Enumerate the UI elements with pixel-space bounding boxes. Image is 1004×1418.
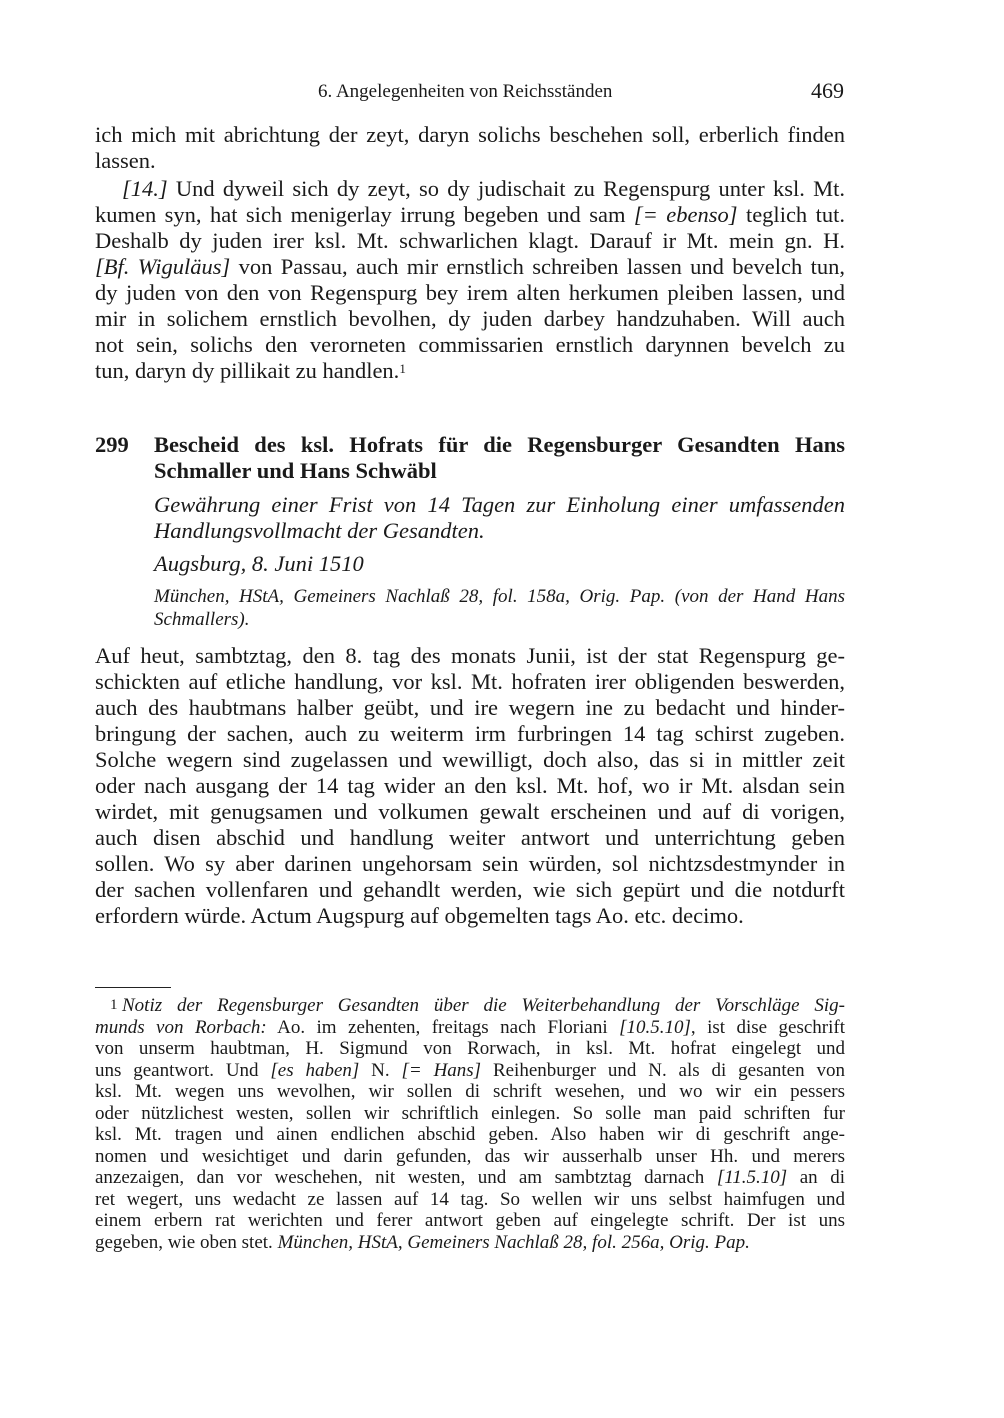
document-title — [154, 432, 845, 484]
text-span: anzezaigen, dan vor weschehen, nit westen, und am sambtztag darnach — [95, 1167, 717, 1188]
text-line — [95, 995, 845, 1017]
text-line: ksl. Mt. wegen uns wevolhen, wir sollen di schrift wesehen, und wo wir ein pessers — [95, 1081, 845, 1102]
text-line — [95, 1017, 845, 1039]
paragraph-marker: [14.] — [122, 176, 168, 201]
continuation-paragraph — [95, 122, 845, 176]
place-date: Augsburg, 8. Juni 1510 — [154, 551, 364, 576]
text-line: lassen. — [95, 148, 156, 173]
text-span: an di — [787, 1167, 845, 1188]
editorial-note: [Bf. Wiguläus] — [95, 254, 231, 279]
text-line: not sein, solichs den verorneten commissarien ernstlich darynnen bevelch zu — [95, 332, 845, 357]
running-header: 6. Angelegenheiten von Reichsständen — [318, 81, 613, 102]
source-line: München, HStA, Gemeiners Nachlaß 28, fol. 158a, Orig. Pap. (von der Hand Hans — [154, 586, 845, 607]
text-span: munds von Rorbach: — [95, 1016, 267, 1038]
summary-line: Handlungsvollmacht der Gesandten. — [154, 518, 485, 543]
footnote-separator — [95, 987, 171, 988]
text-span: Reihenburger und N. als di gesanten von — [481, 1059, 845, 1081]
text-line: der sachen vollenfaren und gehandlt werden, wie sich gepürt und die notdurft — [95, 877, 845, 902]
text-line: Solche wegern sind zugelassen und wewilligt, doch also, das si in mittler zeit — [95, 747, 845, 772]
editorial-note: [es haben] — [270, 1059, 360, 1081]
text-span: gegeben, wie oben stet. — [95, 1231, 278, 1253]
text-span: von Passau, auch mir ernstlich schreiben lassen und bevelch tun, — [230, 254, 845, 279]
source-citation — [154, 585, 845, 631]
text-line: oder nützlichest westen, sollen wir schriftlich einlegen. So solle man paid schriften fur — [95, 1102, 845, 1124]
document-body — [95, 643, 845, 933]
text-span: N. — [359, 1059, 402, 1081]
text-line: Deshalb dy juden irer ksl. Mt. schwarlichen klagt. Darauf ir Mt. mein gn. H. — [95, 228, 845, 253]
footnote-number: 1 — [110, 997, 118, 1013]
text-line — [95, 202, 845, 228]
text-line — [95, 1232, 845, 1254]
text-span: kumen syn, hat sich menigerlay irrung begeben und sam — [95, 202, 634, 227]
title-line: Bescheid des ksl. Hofrats für die Regensburger Gesandten Hans — [154, 432, 845, 457]
footnote — [95, 995, 845, 1260]
text-line: einem erbern rat werichten und ferer antwort geben auf eingelegte schrift. Der ist uns — [95, 1210, 845, 1231]
editorial-note: [= Hans] — [401, 1059, 482, 1081]
text-line: nomen und wesichtiget und darin gefunden, das wir ausserhalb unser Hh. und merers — [95, 1145, 845, 1167]
editorial-note: [10.5.10] — [619, 1016, 691, 1038]
text-line: Auf heut, sambtztag, den 8. tag des monats Junii, ist der stat Regenspurg ge- — [95, 643, 845, 668]
paragraph-14 — [95, 176, 845, 386]
title-line: Schmaller und Hans Schwäbl — [154, 458, 437, 483]
text-span: Und dyweil sich dy zeyt, so dy judischait zu Regenspurg unter ksl. Mt. — [167, 176, 845, 201]
text-line: ret wegert, uns wedacht ze lassen auf 14 tag. So wellen wir uns selbst haimfugen und — [95, 1188, 845, 1210]
source-citation: München, HStA, Gemeiners Nachlaß 28, fol. 256a, Orig. Pap. — [277, 1231, 750, 1253]
text-line — [95, 1167, 845, 1189]
text-span: teglich tut. — [737, 202, 845, 227]
text-span: Notiz der Regensburger Gesandten über die Weiterbehandlung der Vorschläge Sig- — [122, 995, 845, 1016]
text-line: auch des haubtmans halber geübt, und ire wegern ine zu bedacht und hinder- — [95, 695, 845, 720]
page-number: 469 — [811, 78, 844, 103]
text-line: oder nach ausgang der 14 tag wider an den ksl. Mt. hof, wo ir Mt. alsdan sein — [95, 773, 845, 798]
footnote-reference[interactable]: 1 — [399, 361, 406, 376]
editorial-note: [= ebenso] — [633, 202, 738, 227]
text-line: wirdet, mit genugsamen und volkumen gewalt erscheinen und auf di vorigen, — [95, 799, 845, 824]
text-line: bringung der sachen, auch zu weiterm irm furbringen 14 tag schirst zugeben. — [95, 721, 845, 746]
document-number: 299 — [95, 432, 129, 457]
text-line: auch disen abschid und handlung weiter antwort und unterrichtung geben — [95, 825, 845, 850]
text-line: ich mich mit abrichtung der zeyt, daryn solichs beschehen soll, erberlich finden — [95, 122, 845, 147]
text-line: erfordern würde. Actum Augspurg auf obgemelten tags Ao. etc. decimo. — [95, 903, 744, 928]
text-line: von unserm haubtman, H. Sigmund von Rorwach, in ksl. Mt. hofrat eingelegt und — [95, 1038, 845, 1059]
text-span: Ao. im zehenten, freitags nach Floriani — [266, 1016, 620, 1038]
text-line: dy juden von den von Regenspurg bey irem alten herkumen pleiben lassen, und — [95, 280, 845, 305]
summary-line: Gewährung einer Frist von 14 Tagen zur Einholung einer umfassenden — [154, 492, 845, 517]
text-span: tun, daryn dy pillikait zu handlen. — [95, 358, 400, 383]
text-line — [95, 254, 845, 280]
editorial-note: [11.5.10] — [716, 1167, 788, 1188]
text-line: ksl. Mt. tragen und ainen endlichen abschid geben. Also haben wir di geschrift ange- — [95, 1124, 845, 1145]
text-line: sollen. Wo sy aber darinen ungehorsam sein würden, sol nichtzsdestmynder in — [95, 851, 845, 876]
source-line: Schmallers). — [154, 609, 250, 630]
text-span: , ist dise geschrift — [690, 1016, 845, 1038]
text-line: mir in solichem ernstlich bevolhen, dy juden darbey handzuhaben. Will auch — [95, 306, 845, 331]
text-span: uns geantwort. Und — [95, 1059, 271, 1081]
document-summary — [154, 492, 845, 544]
text-line — [95, 176, 845, 202]
text-line — [95, 358, 845, 384]
text-line — [95, 1060, 845, 1082]
text-line: schickten auf etliche handlung, vor ksl. Mt. hofraten irer obligenden beswerden, — [95, 669, 845, 694]
